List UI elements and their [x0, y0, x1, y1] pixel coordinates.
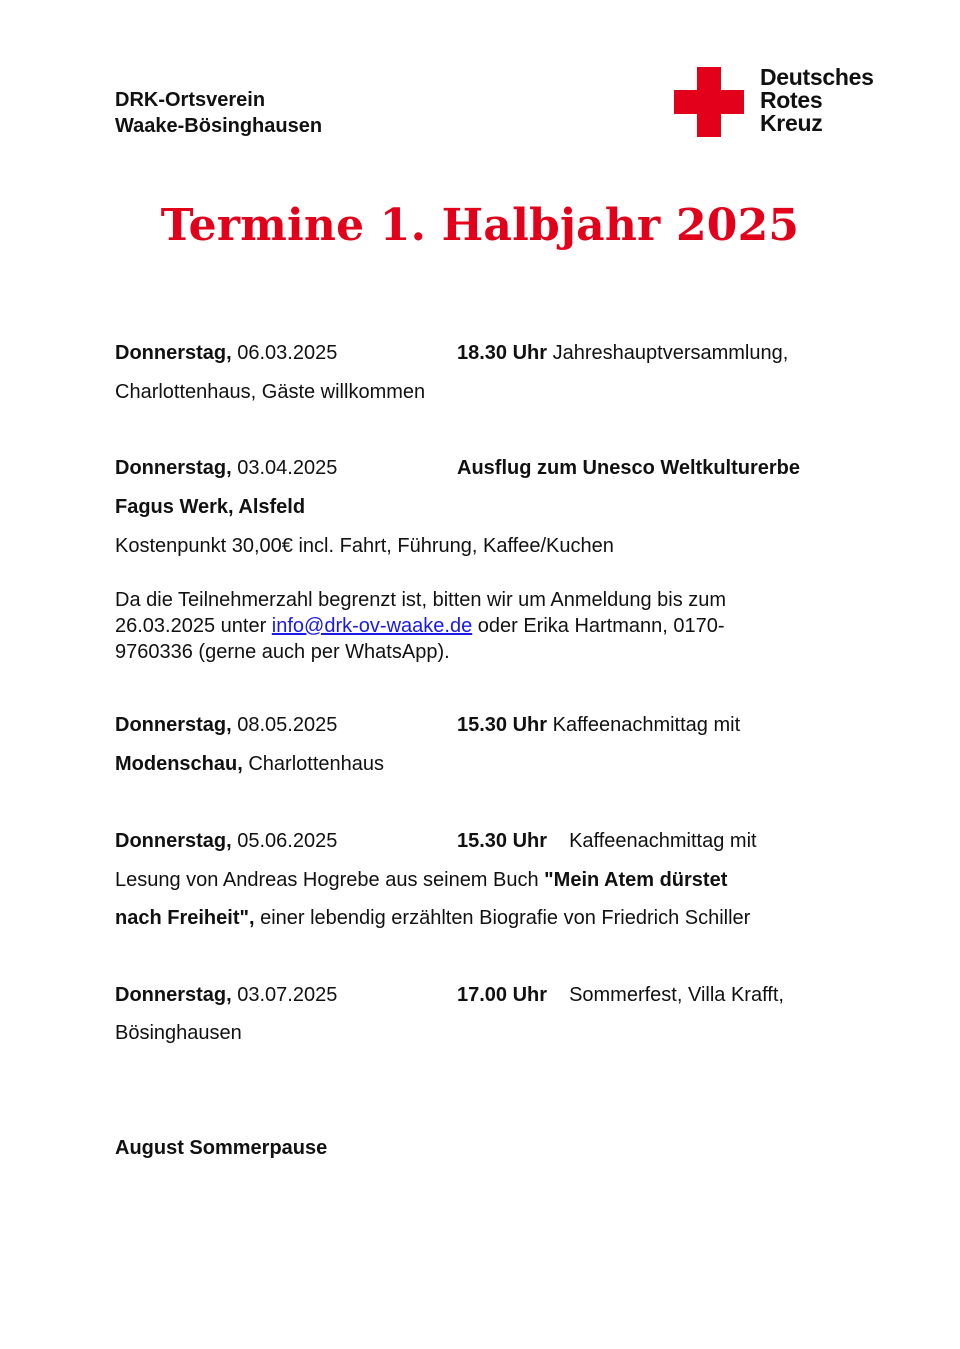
event-5-date: Donnerstag, 03.07.2025: [115, 984, 338, 1006]
organization-name: [115, 87, 322, 139]
logo-wordmark: Deutsches Rotes Kreuz: [760, 64, 874, 136]
event-4-continuation: Lesung von Andreas Hogrebe aus seinem Buch "Mein Atem dürstet: [115, 869, 728, 891]
email-link[interactable]: info@drk-ov-waake.de: [271, 615, 473, 637]
event-2-note-line-3: 9760336 (gerne auch per WhatsApp).: [115, 641, 450, 663]
event-1-continuation: Charlottenhaus, Gäste willkommen: [115, 381, 426, 403]
event-3-info: 15.30 Uhr Kaffeenachmittag mit: [457, 714, 741, 736]
event-3-continuation: Modenschau, Charlottenhaus: [115, 753, 384, 775]
page-title: Termine 1. Halbjahr 2025: [160, 200, 800, 251]
org-line-2: Waake-Bösinghausen: [115, 115, 323, 137]
event-3-date: Donnerstag, 08.05.2025: [115, 714, 338, 736]
event-2-note-line-2: 26.03.2025 unter info@drk-ov-waake.de oder Erika Hartmann, 0170-: [115, 615, 725, 637]
event-1-info: 18.30 Uhr Jahreshauptversammlung,: [457, 342, 789, 364]
event-2-date: Donnerstag, 03.04.2025: [115, 457, 338, 479]
event-5-info: 17.00 Uhr Sommerfest, Villa Krafft,: [457, 984, 784, 1006]
org-line-1: DRK-Ortsverein: [115, 89, 266, 111]
event-1-date: Donnerstag, 06.03.2025: [115, 342, 338, 364]
event-2-cost: Kostenpunkt 30,00€ incl. Fahrt, Führung, Kaffee/Kuchen: [115, 535, 614, 557]
event-5-continuation: Bösinghausen: [115, 1022, 242, 1044]
drk-logo: [674, 64, 899, 139]
event-2-location: Fagus Werk, Alsfeld: [115, 496, 306, 518]
event-4-date: Donnerstag, 05.06.2025: [115, 830, 338, 852]
red-cross-icon: [674, 67, 744, 137]
event-2-note-line-1: Da die Teilnehmerzahl begrenzt ist, bitten wir um Anmeldung bis zum: [115, 589, 727, 611]
event-4-continuation-2: nach Freiheit", einer lebendig erzählten Biografie von Friedrich Schiller: [115, 907, 751, 929]
summer-break-note: August Sommerpause: [115, 1137, 328, 1159]
event-2-headline: Ausflug zum Unesco Weltkulturerbe: [457, 457, 801, 479]
event-4-info: 15.30 Uhr Kaffeenachmittag mit: [457, 830, 757, 852]
